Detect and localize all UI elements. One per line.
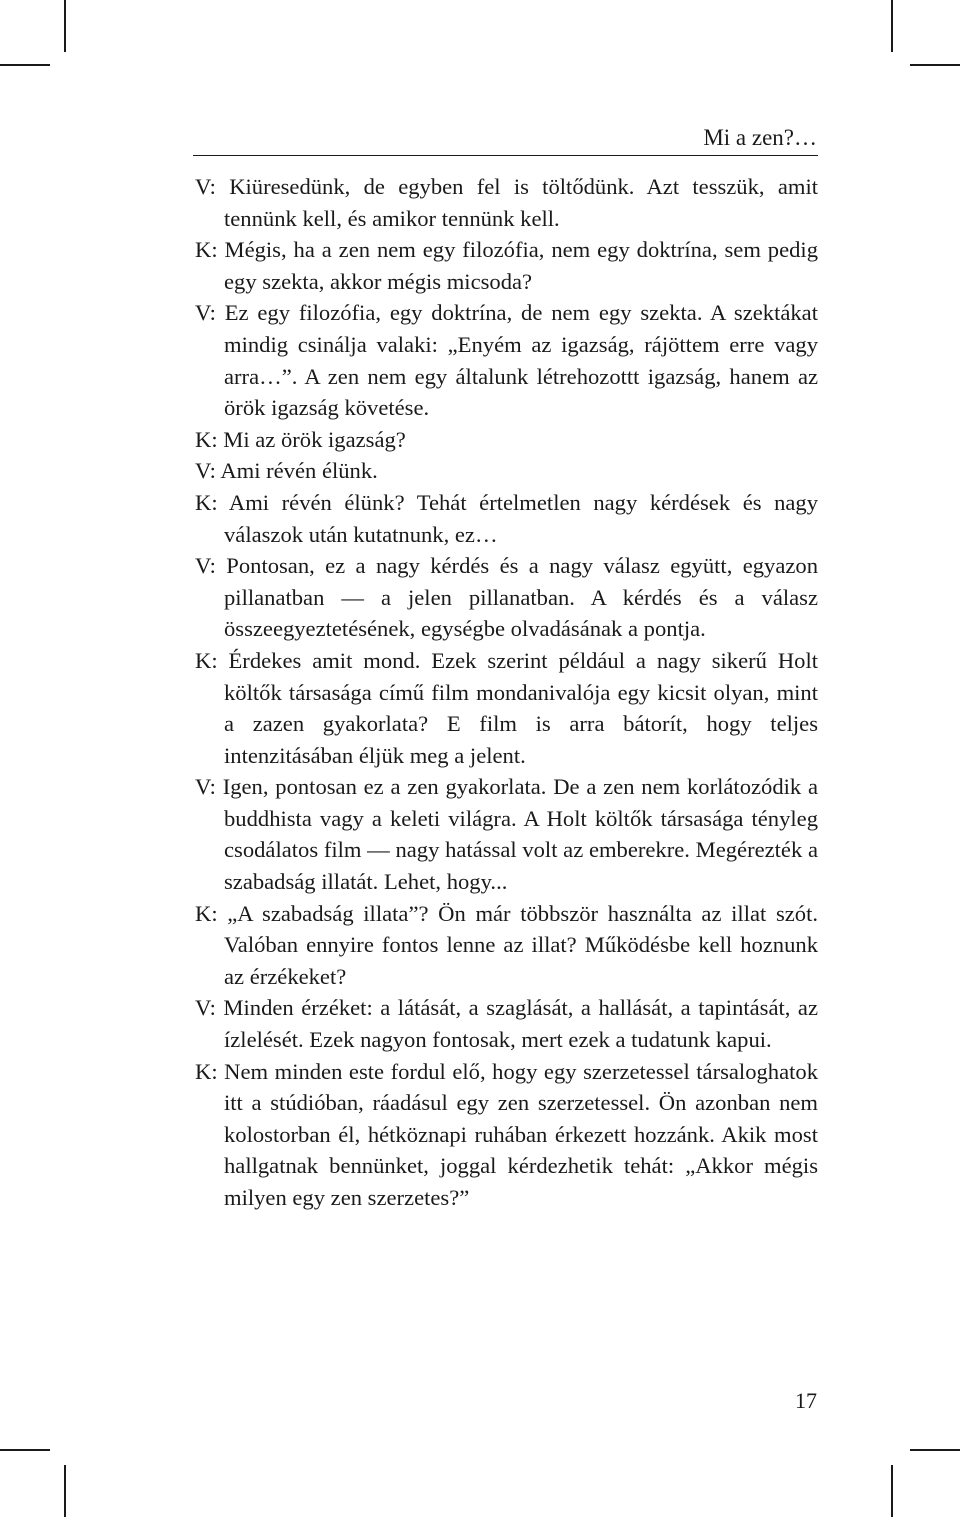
page-number: 17 bbox=[795, 1388, 817, 1413]
crop-mark-bottom-left-vertical bbox=[64, 1465, 66, 1517]
page-body bbox=[195, 171, 818, 1214]
crop-mark-top-left-vertical bbox=[64, 0, 66, 52]
dialogue-paragraph: K: Nem minden este fordul elő, hogy egy szerzetessel társaloghatok itt a stúdióban, ráadásul egy zen szerzetessel. Ön azonban nem kolostorban él, hétköznapi ruhában érkezett hozzánk. Akik most hallgatnak bennünket, joggal kérdezhetik tehát: „Akkor mégis milyen egy zen szerzetes?” bbox=[195, 1058, 818, 1210]
header-rule bbox=[193, 155, 818, 156]
crop-mark-top-right-horizontal bbox=[910, 64, 960, 66]
dialogue-paragraph: K: Mi az örök igazság? bbox=[195, 426, 406, 452]
crop-mark-bottom-right-horizontal bbox=[910, 1449, 960, 1451]
crop-mark-bottom-right-vertical bbox=[891, 1465, 893, 1517]
running-head: Mi a zen?… bbox=[703, 125, 817, 150]
crop-mark-top-right-vertical bbox=[891, 0, 893, 52]
dialogue-paragraph: V: Ez egy filozófia, egy doktrína, de nem egy szekta. A szektákat mindig csinálja valaki: „Enyém az igazság, rájöttem erre vagy arra…”. A zen nem egy általunk létrehozottt igazság, hanem az örök igazság követése. bbox=[195, 300, 818, 421]
dialogue-paragraph: K: „A szabadság illata”? Ön már többször használta az illat szót. Valóban ennyire fontos lenne az illat? Működésbe kell hoznunk az érzékeket? bbox=[195, 900, 818, 989]
crop-mark-bottom-left-horizontal bbox=[0, 1449, 50, 1451]
dialogue-paragraph: V: Kiüresedünk, de egyben fel is töltődünk. Azt tesszük, amit tennünk kell, és amikor tennünk kell. bbox=[195, 174, 818, 231]
dialogue-paragraph: V: Igen, pontosan ez a zen gyakorlata. De a zen nem korlátozódik a buddhista vagy a keleti világra. A Holt költők társasága tényleg csodálatos film — nagy hatással volt az emberekre. Megérezték a szabadság illatát. Lehet, hogy... bbox=[195, 774, 818, 895]
dialogue-paragraph: K: Érdekes amit mond. Ezek szerint például a nagy sikerű Holt költők társasága című film mondanivalója egy kicsit olyan, mint a zazen gyakorlata? E film is arra bátorít, hogy teljes intenzitásában éljük meg a jelent. bbox=[195, 647, 818, 768]
dialogue-paragraph: V: Ami révén élünk. bbox=[195, 458, 378, 484]
dialogue-paragraph: K: Mégis, ha a zen nem egy filozófia, nem egy doktrína, sem pedig egy szekta, akkor mégis micsoda? bbox=[195, 237, 818, 294]
crop-mark-top-left-horizontal bbox=[0, 64, 50, 66]
dialogue-paragraph: V: Pontosan, ez a nagy kérdés és a nagy válasz együtt, egyazon pillanatban — a jelen pillanatban. A kérdés és a válasz összeegyeztetésének, egységbe olvadásának a pontja. bbox=[195, 553, 818, 642]
dialogue-paragraph: K: Ami révén élünk? Tehát értelmetlen nagy kérdések és nagy válaszok után kutatnunk, ez… bbox=[195, 489, 818, 547]
dialogue-paragraph: V: Minden érzéket: a látását, a szaglását, a hallását, a tapintását, az ízlelését. Ezek nagyon fontosak, mert ezek a tudatunk kapui. bbox=[195, 995, 818, 1053]
